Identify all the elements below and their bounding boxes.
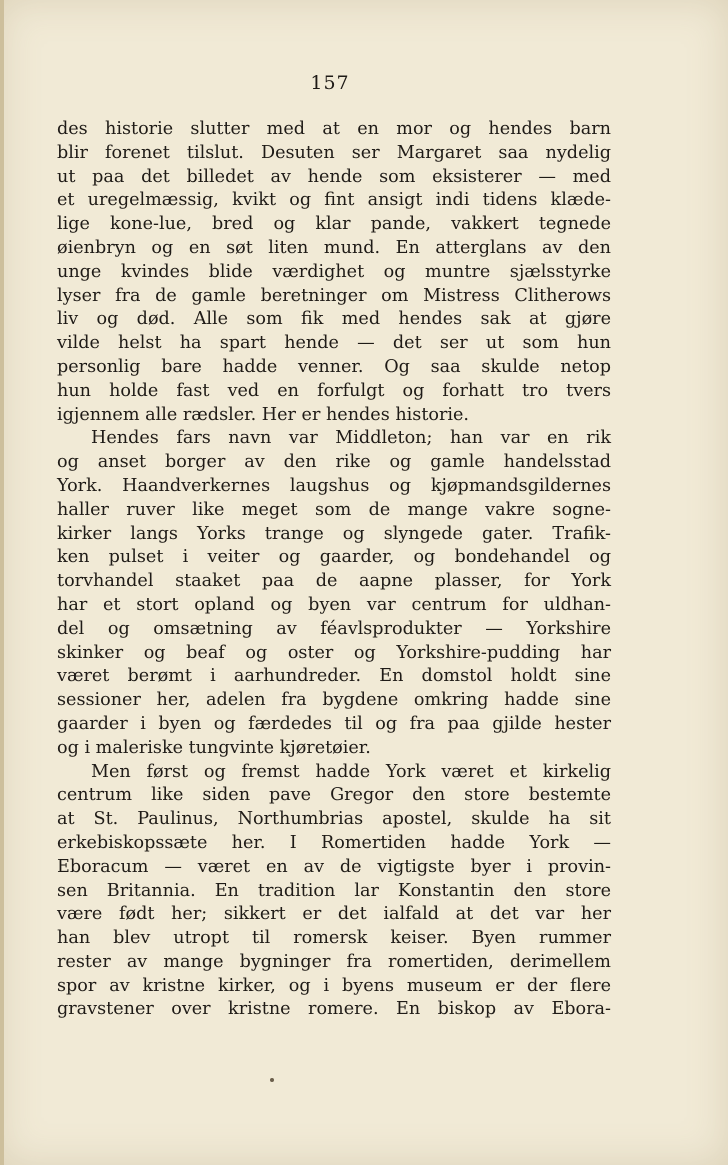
text-line: Hendes fars navn var Middleton; han var en rik [91,428,611,449]
text-line: York. Haandverkernes laugshus og kjøpmandsgildernes [57,475,611,496]
page-edge [0,0,4,1165]
text-line: centrum like siden pave Gregor den store bestemte [57,785,611,806]
text-line: personlig bare hadde venner. Og saa skulde netop [57,356,611,377]
text-line: sessioner her, adelen fra bygdene omkring hadde sine [57,690,611,711]
text-line: haller ruver like meget som de mange vakre sogne- [57,499,611,520]
text-line: har et stort opland og byen var centrum for uldhan- [57,594,611,615]
text-line: gaarder i byen og færdedes til og fra paa gjilde hester [57,713,611,734]
text-line: ken pulset i veiter og gaarder, og bondehandel og [57,547,611,568]
ink-speck [270,1078,274,1082]
text-line: blir forenet tilslut. Desuten ser Margaret saa nydelig [57,142,611,163]
text-line: sen Britannia. En tradition lar Konstantin den store [57,880,611,901]
text-line: været berømt i aarhundreder. En domstol holdt sine [57,666,611,687]
text-line: hun holde fast ved en forfulgt og forhatt tro tvers [57,380,611,401]
text-line: des historie slutter med at en mor og hendes barn [57,119,611,139]
text-line: liv og død. Alle som fik med hendes sak at gjøre [57,309,611,330]
text-line: unge kvindes blide værdighet og muntre sjælsstyrke [57,261,611,282]
text-line: lige kone-lue, bred og klar pande, vakkert tegnede [57,214,611,235]
text-line: igjennem alle rædsler. Her er hendes historie. [57,404,470,425]
text-line: Eboracum — været en av de vigtigste byer i provin- [57,856,611,877]
text-line: lyser fra de gamle beretninger om Mistress Clitherows [57,285,611,306]
text-line: et uregelmæssig, kvikt og fint ansigt indi tidens klæde- [57,190,611,211]
text-line: del og omsætning av féavlsprodukter — Yorkshire [57,618,611,639]
text-line: erkebiskopssæte her. I Romertiden hadde York — [57,832,611,853]
text-line: og i maleriske tungvinte kjøretøier. [57,737,371,758]
text-line: spor av kristne kirker, og i byens museum er der flere [57,975,611,996]
text-line: torvhandel staaket paa de aapne plasser, for York [57,571,611,592]
text-line: han blev utropt til romersk keiser. Byen rummer [57,928,611,949]
page-number: 157 [310,72,350,94]
text-line: Men først og fremst hadde York været et kirkelig [91,761,611,782]
text-line: rester av mange bygninger fra romertiden, derimellem [57,951,611,972]
body-text [57,118,611,1022]
text-line: vilde helst ha spart hende — det ser ut som hun [57,333,611,354]
text-line: ut paa det billedet av hende som eksisterer — med [57,166,611,187]
text-line: at St. Paulinus, Northumbrias apostel, skulde ha sit [57,809,611,830]
text-line: og anset borger av den rike og gamle handelsstad [57,452,611,473]
text-line: gravstener over kristne romere. En biskop av Ebora- [57,999,611,1020]
text-line: øienbryn og en søt liten mund. En atterglans av den [57,237,611,258]
text-line: kirker langs Yorks trange og slyngede gater. Trafik- [57,523,611,544]
text-line: skinker og beaf og oster og Yorkshire-pudding har [57,642,611,663]
text-line: være født her; sikkert er det ialfald at det var her [57,904,611,925]
